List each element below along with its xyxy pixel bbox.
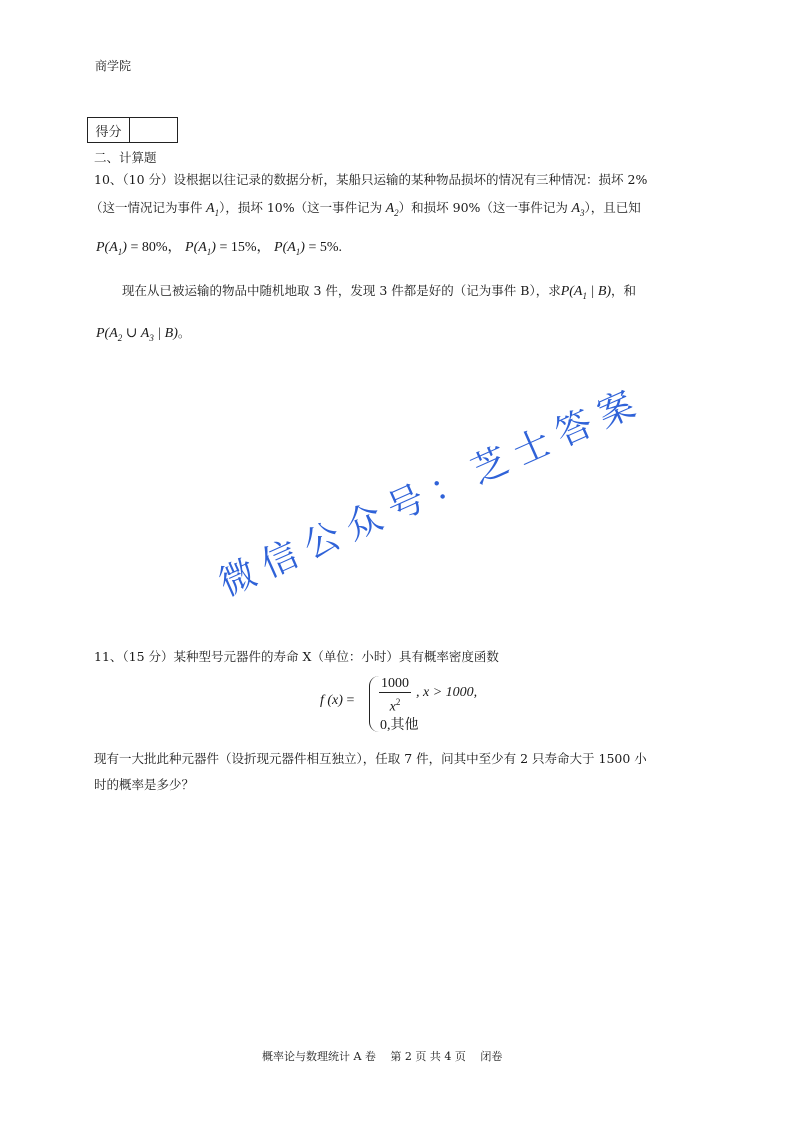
condition-2: 0,其他	[380, 718, 419, 733]
score-value	[130, 118, 178, 143]
prob-1: 80%	[141, 240, 168, 255]
event-a1: $A_1$	[202, 201, 220, 218]
q11-line1: 11、（15 分）某种型号元器件的寿命 X（单位：小时）具有概率密度函数	[94, 649, 499, 664]
score-box	[87, 117, 178, 143]
q10-line2-a: （这一情况记为事件	[90, 200, 203, 215]
q10-line4-b: ，和	[611, 283, 637, 298]
event-a3: $A_3$	[567, 201, 585, 218]
density-function	[320, 676, 490, 736]
prob-2: 15%	[230, 240, 257, 255]
q10-line4	[122, 281, 636, 301]
q10-line2-d: ，且已知	[590, 200, 641, 215]
prob-3: 5%	[319, 240, 339, 255]
fraction-denominator: $x^2$	[389, 697, 401, 715]
q10-probabilities: $P(A_1) = 80\%$， $P(A_1) = 15\%$， $P(A_1) = 5\%$.	[96, 240, 343, 257]
event-a2: $A_2$	[382, 201, 399, 218]
fraction	[379, 676, 411, 717]
q11-line3: 时的概率是多少？	[94, 777, 195, 792]
school-header: 商学院	[95, 59, 132, 73]
q10-line1: 10、（10 分）设根据以往记录的数据分析，某船只运输的某种物品损坏的情况有三种情况：损坏 2%	[94, 172, 648, 187]
q10-line4-a: 现在从已被运输的物品中随机地取 3 件，发现 3 件都是好的（记为事件 B），求	[122, 283, 561, 298]
fraction-numerator: 1000	[381, 676, 409, 691]
formula-p-a2-union-a3-given-b: $P(A_2$ ∪ $A_3$ | B)	[96, 326, 178, 343]
section-title: 二、计算题	[94, 150, 157, 165]
q11-line2: 现有一大批此种元器件（设折现元器件相互独立），任取 7 件，问其中至少有 2 只寿命大于 1500 小	[94, 751, 647, 766]
page-footer: 概率论与数理统计 A 卷 第 2 页 共 4 页 闭卷	[262, 1050, 503, 1063]
condition-1: , x > 1000,	[416, 685, 478, 700]
formula-p-a1-given-b: $P(A_1$ | B)	[560, 284, 612, 301]
q10-line5	[96, 322, 190, 343]
q10-line2-b: ，损坏 10%（这一事件记为	[225, 200, 383, 215]
q10-line2: （这一情况记为事件 $A_1$），损坏 10%（这一事件记为 $A_2$）和损坏 90%（这一事件记为 $A_3$），且已知	[90, 200, 641, 218]
watermark: 微信公众号：芝士答案	[213, 380, 651, 605]
formula-lhs: f (x) =	[320, 693, 355, 708]
q10-line2-c: ）和损坏 90%（这一事件记为	[398, 200, 568, 215]
q10-line5-tail: 。	[177, 325, 191, 340]
score-label: 得分	[88, 118, 130, 143]
